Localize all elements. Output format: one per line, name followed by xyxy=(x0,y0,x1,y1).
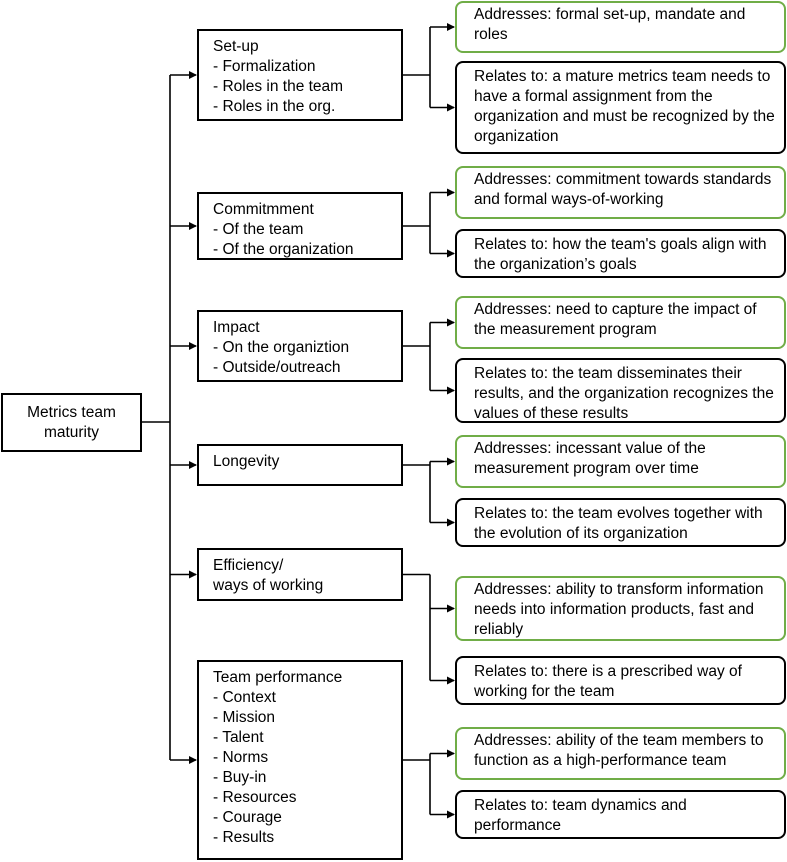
relates-box-commitment xyxy=(455,229,786,278)
relates-text: Relates to: the team disseminates their results, and the organization recognizes the values of these results xyxy=(474,365,774,422)
addresses-box-setup xyxy=(455,1,786,53)
dimension-subitem: - Roles in the team xyxy=(213,78,344,95)
root-label-line1: Metrics team xyxy=(27,403,116,421)
addresses-text: Addresses: commitment towards standards and formal ways-of-working xyxy=(474,171,772,208)
dimension-subitem: - Outside/outreach xyxy=(213,359,341,376)
addresses-box-team-performance xyxy=(455,727,786,780)
dimension-subitem: ways of working xyxy=(213,577,324,594)
addresses-text: Addresses: ability to transform information needs into information products, fast and reliably xyxy=(474,581,764,638)
relates-text: Relates to: how the team's goals align with the organization’s goals xyxy=(474,236,767,273)
relates-box-impact xyxy=(455,358,786,423)
dimension-subitem: - Of the team xyxy=(213,221,304,238)
dimension-box-impact xyxy=(197,310,403,382)
dimension-subitem: - Courage xyxy=(213,809,282,826)
dimension-box-team-performance xyxy=(197,660,403,860)
dimension-subitem: - Of the organization xyxy=(213,241,354,258)
dimension-box-efficiency xyxy=(197,548,403,601)
addresses-text: Addresses: incessant value of the measurement program over time xyxy=(474,440,706,477)
relates-box-team-performance xyxy=(455,790,786,839)
addresses-text: Addresses: formal set-up, mandate and roles xyxy=(474,6,746,43)
dimension-box-commitment xyxy=(197,192,403,260)
relates-text: Relates to: team dynamics and performance xyxy=(474,797,687,834)
dimension-title: Longevity xyxy=(213,453,280,470)
dimension-subitem: - Formalization xyxy=(213,58,316,75)
dimension-title: Efficiency/ xyxy=(213,557,284,574)
relates-box-longevity xyxy=(455,498,786,547)
dimension-subitem: - Results xyxy=(213,829,275,846)
dimension-title: Commitmment xyxy=(213,201,314,218)
dimension-subitem: - Buy-in xyxy=(213,769,267,786)
dimension-subitem: - Norms xyxy=(213,749,269,766)
dimension-title: Set-up xyxy=(213,38,259,55)
relates-box-setup xyxy=(455,61,786,154)
addresses-box-longevity xyxy=(455,435,786,488)
dimension-box-longevity xyxy=(197,444,403,486)
dimension-box-setup xyxy=(197,29,403,121)
addresses-text: Addresses: ability of the team members to function as a high-performance team xyxy=(474,732,764,769)
dimension-subitem: - Mission xyxy=(213,709,276,726)
dimension-subitem: - Talent xyxy=(213,729,264,746)
addresses-box-commitment xyxy=(455,166,786,219)
dimension-subitem: - Context xyxy=(213,689,276,706)
relates-text: Relates to: there is a prescribed way of working for the team xyxy=(474,663,742,700)
relates-text: Relates to: the team evolves together with the evolution of its organization xyxy=(474,505,763,542)
dimension-title: Impact xyxy=(213,319,260,336)
root-label-line2: maturity xyxy=(43,423,100,441)
addresses-text: Addresses: need to capture the impact of the measurement program xyxy=(474,301,757,338)
dimension-subitem: - On the organiztion xyxy=(213,339,350,356)
relates-text: Relates to: a mature metrics team needs to have a formal assignment from the organization and must be recognized by the organization xyxy=(474,68,775,145)
addresses-box-efficiency xyxy=(455,576,786,641)
root-node xyxy=(1,393,142,452)
dimension-title: Team performance xyxy=(213,669,343,686)
dimension-subitem: - Resources xyxy=(213,789,297,806)
relates-box-efficiency xyxy=(455,656,786,705)
dimension-subitem: - Roles in the org. xyxy=(213,98,336,115)
addresses-box-impact xyxy=(455,296,786,349)
